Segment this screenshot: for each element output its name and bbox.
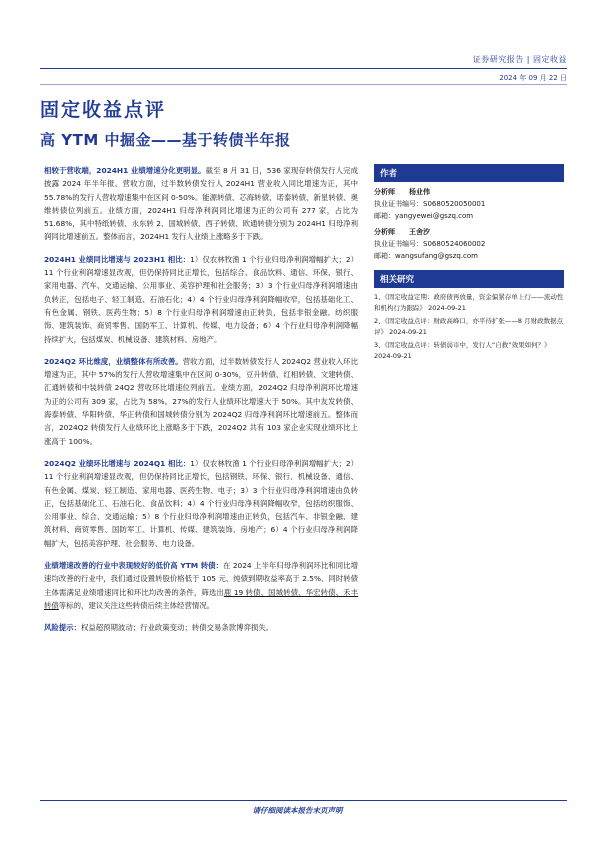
main-body bbox=[44, 164, 358, 644]
license-label: 执业证书编号： bbox=[374, 240, 423, 248]
email-address[interactable]: wangsufang@gszq.com bbox=[395, 252, 478, 260]
email-label: 邮箱： bbox=[374, 212, 395, 220]
paragraph-lead: 业绩增速改善的行业中表现较好的低价高 YTM 转债： bbox=[44, 561, 223, 571]
author-name-row bbox=[374, 226, 564, 238]
report-date: 2024 年 09 月 22 日 bbox=[499, 74, 567, 82]
header-divider-secondary bbox=[40, 84, 567, 85]
related-research-heading: 相关研究 bbox=[374, 270, 564, 288]
author-role: 分析师 bbox=[374, 228, 395, 236]
paragraph-text: 营收方面，过半数转债发行人 2024Q2 营业收入环比增速为正，其中 57%的发行人营收增速集中在区间 0-30%，豆升转债、红相转债、文建转债、汇通转债和中装转债 24Q2 营收环比增速位列前五。业绩方面，2024Q2 归母净利润环比增速为正的公司有 309 家，占比为 58%。27%的发行人业绩环比增速大于 50%。其中友发转债、海泰转债、华阳转债、华正转债和国城转债分别为 2024Q2 归母净利润环比增速前五。整体而言，2024Q2 转债发行人业绩环比上涨略多于下跌，2024Q2 共有 103 家企业实现业绩环比上涨高于 100%。 bbox=[44, 356, 358, 446]
license-number: S0680524060002 bbox=[423, 240, 486, 248]
paragraph-text: 1）仅农林牧渔 1 个行业归母净利润增幅扩大；2）11 个行业利润增速显改观，但仍保持同比正增长，包括钢铁、环保、银行、机械设备、通信、有色金属、煤炭、轻工制造、家用电器、医药生物、电子；3）3 个行业归母净利润增速由负转正，包括基础化工、石油石化、食品饮料；4）4 个行业归母净利润降幅收窄，包括纺织服饰、公用事业、综合、交通运输；5）8 个行业归母净利润增速由正转负，包括汽车、非银金融、建筑材料、商贸零售、国防军工、计算机、传媒、建筑装饰、房地产；6）4 个行业归母净利润降幅扩大，包括美容护理、社会服务、电力设备。 bbox=[44, 458, 359, 548]
report-category: 证券研究报告 | 固定收益 bbox=[472, 55, 567, 64]
paragraph bbox=[44, 164, 358, 244]
paragraph-text: 截至 8 月 31 日，536 家现存转债发行人完成披露 2024 年半年报。营收方面，过半数转债发行人 2024H1 营业收入同比增速为正，其中 55.78%的发行人营收增速集中在区间 0-50%。能源转债、芯海转债、诺泰转债、新星转债、奥维转债位列前五。业绩方面，2024H1 归母净利润同比增速为正的公司有 277 家，占比为 51.68%，其中特纸转债、永东转 2、国城转债、西子转债、欧通转债分别为 2024H1 归母净利润同比增速前五。整体而言，2024H1 发行人业绩上涨略多于下跌。 bbox=[44, 166, 358, 242]
paragraph bbox=[44, 355, 358, 448]
paragraph-lead: 2024Q2 环比维度，业绩整体有所改善。 bbox=[44, 356, 183, 366]
header-divider bbox=[40, 68, 567, 69]
paragraph-text: 1）仅农林牧渔 1 个行业归母净利润增幅扩大；2）11 个行业利润增速显改观，但仍保持同比正增长，包括综合、食品饮料、通信、环保、银行、家用电器、汽车、交通运输、公用事业、美容护理和社会服务；3）3 个行业归母净利润增速由负转正，包括电子、轻工制造、石油石化；4）4 个行业归母净利润降幅收窄，包括基础化工、有色金属、钢铁、医药生物；5）8 个行业归母净利润增速由正转负，包括非银金融、纺织服饰、建筑装饰、商贸零售、国防军工、计算机、传媒、电力设备；6）4 个行业归母净利润降幅持续扩大，包括煤炭、机械设备、建筑材料、房地产。 bbox=[44, 254, 359, 344]
paragraph-lead: 2024H1 业绩同比增速与 2023H1 相比： bbox=[44, 254, 191, 264]
license-label: 执业证书编号： bbox=[374, 200, 423, 208]
author-role: 分析师 bbox=[374, 188, 395, 196]
footer-disclaimer: 请仔细阅读本报告末页声明 bbox=[252, 806, 343, 815]
authors-heading: 作者 bbox=[374, 164, 564, 182]
author-license bbox=[374, 198, 564, 210]
footer-divider bbox=[40, 800, 567, 801]
paragraph-text: 等标的，建议关注这些转债后续主体经营情况。 bbox=[58, 600, 215, 610]
risk-lead: 风险提示： bbox=[44, 623, 81, 633]
bond-list-link: 鹿 19 转债、国城转债、华宏转债、禾丰转债 bbox=[44, 587, 358, 610]
related-research-item[interactable]: 2、《固定收益点评：财政高峰口，亦平待扩张——8 月财政数据点评》 2024-09-21 bbox=[374, 317, 564, 336]
report-type: 固定收益点评 bbox=[40, 99, 167, 121]
risk-text: 权益超预期波动；行业政策变动；转债交易条款博弈损失。 bbox=[80, 623, 274, 633]
email-address[interactable]: yangyewei@gszq.com bbox=[395, 212, 474, 220]
author-block bbox=[374, 226, 564, 262]
related-research-item[interactable]: 3、《固定收益点评：转债弱市中，发行人“自救”效果如何？》 2024-09-21 bbox=[374, 341, 551, 360]
license-number: S0680520050001 bbox=[423, 200, 486, 208]
email-label: 邮箱： bbox=[374, 252, 395, 260]
paragraph-lead: 相较于营收端，2024H1 业绩增速分化更明显。 bbox=[44, 166, 206, 175]
report-title: 高 YTM 中掘金——基于转债半年报 bbox=[40, 131, 291, 149]
author-license bbox=[374, 238, 564, 250]
paragraph bbox=[44, 457, 358, 550]
paragraph bbox=[44, 559, 358, 612]
author-name-row bbox=[374, 186, 564, 198]
paragraph bbox=[44, 621, 358, 634]
paragraph-lead: 2024Q2 业绩环比增速与 2024Q1 相比： bbox=[44, 458, 191, 468]
sidebar bbox=[374, 164, 564, 364]
author-name: 杨业伟 bbox=[409, 188, 430, 196]
author-email bbox=[374, 250, 564, 262]
related-research-item[interactable]: 1、《固定收益定期：政府债再放量，资金偏紧存单上行——流动性和机构行为跟踪》 2024-09-21 bbox=[374, 293, 564, 312]
author-email bbox=[374, 210, 564, 222]
author-name: 王舍汐 bbox=[409, 228, 430, 236]
paragraph bbox=[44, 253, 358, 346]
author-block bbox=[374, 186, 564, 222]
paragraph-text: 在 2024 上半年归母净利润环比和同比增速均改善的行业中，我们通过设置转股价格低于 105 元、纯债到期收益率高于 2.5%、同时转债主体需满足业绩增速同比和环比均改善的条件，筛选出 bbox=[44, 561, 358, 597]
